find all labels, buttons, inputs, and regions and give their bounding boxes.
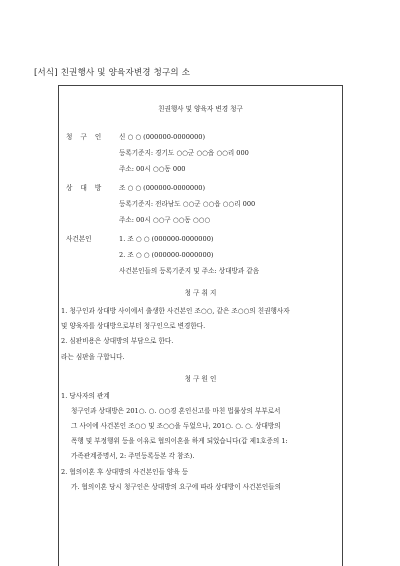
purpose-heading: 청 구 취 지: [184, 289, 217, 297]
subject-item: 2. 조 ○ ○ (000000-0000000): [119, 251, 214, 259]
respondent-address: 주소: 00시 ○○구 ○○동 ○○○: [119, 216, 211, 224]
petitioner-address: 주소: 00시 ○○동 000: [119, 165, 186, 173]
cause-line: 폭행 및 부정행위 등을 이유로 협의이혼을 하게 되었습니다(갑 제1호증의 1:: [71, 437, 288, 445]
petitioner-registry: 등록기준지: 경기도 ○○군 ○○읍 ○○리 000: [119, 149, 249, 157]
respondent-label: 상 대 방: [66, 184, 105, 192]
subject-note: 사건본인들의 등록기준지 및 주소: 상대방과 같음: [119, 267, 260, 275]
subject-item: 1. 조 ○ ○ (000000-0000000): [119, 235, 214, 243]
respondent-registry: 등록기준지: 전라남도 ○○군 ○○읍 ○○리 000: [119, 200, 256, 208]
form-heading: 친권행사 및 양육자 변경 청구: [158, 105, 243, 113]
subject-label: 사건본인: [66, 235, 92, 243]
cause-line: 가. 협의이혼 당시 청구인은 상대방의 요구에 따라 상대방이 사건본인들의: [71, 483, 281, 491]
cause-line: 청구인과 상대방은 201○. ○. ○○경 혼인신고를 마친 법률상의 부부로서: [71, 407, 281, 415]
cause-section-title: 2. 협의이혼 후 상대방의 사건본인들 양육 등: [61, 468, 189, 476]
petitioner-label: 청 구 인: [66, 133, 105, 141]
respondent-name: 조 ○ ○ (000000-0000000): [119, 184, 206, 192]
form-frame: [58, 85, 343, 566]
petitioner-name: 신 ○ ○ (000000-0000000): [119, 133, 206, 141]
purpose-line: 및 양육자를 상대방으로부터 청구인으로 변경한다.: [61, 322, 206, 330]
document-title: [서식] 친권행사 및 양육자변경 청구의 소: [34, 68, 191, 78]
cause-section-title: 1. 당사자의 관계: [61, 392, 110, 400]
purpose-line: 라는 심판을 구합니다.: [61, 353, 125, 361]
cause-heading: 청 구 원 인: [184, 375, 217, 383]
purpose-line: 1. 청구인과 상대방 사이에서 출생한 사건본인 조○○, 같은 조○○의 친권행사자: [61, 307, 290, 315]
purpose-line: 2. 심판비용은 상대방의 부담으로 한다.: [61, 337, 174, 345]
cause-line: 가족관계증명서, 2: 주민등록등본 각 참조).: [71, 452, 195, 460]
cause-line: 그 사이에 사건본인 조○○ 및 조○○을 두었으나, 201○. ○. ○. 상대방의: [71, 422, 281, 430]
